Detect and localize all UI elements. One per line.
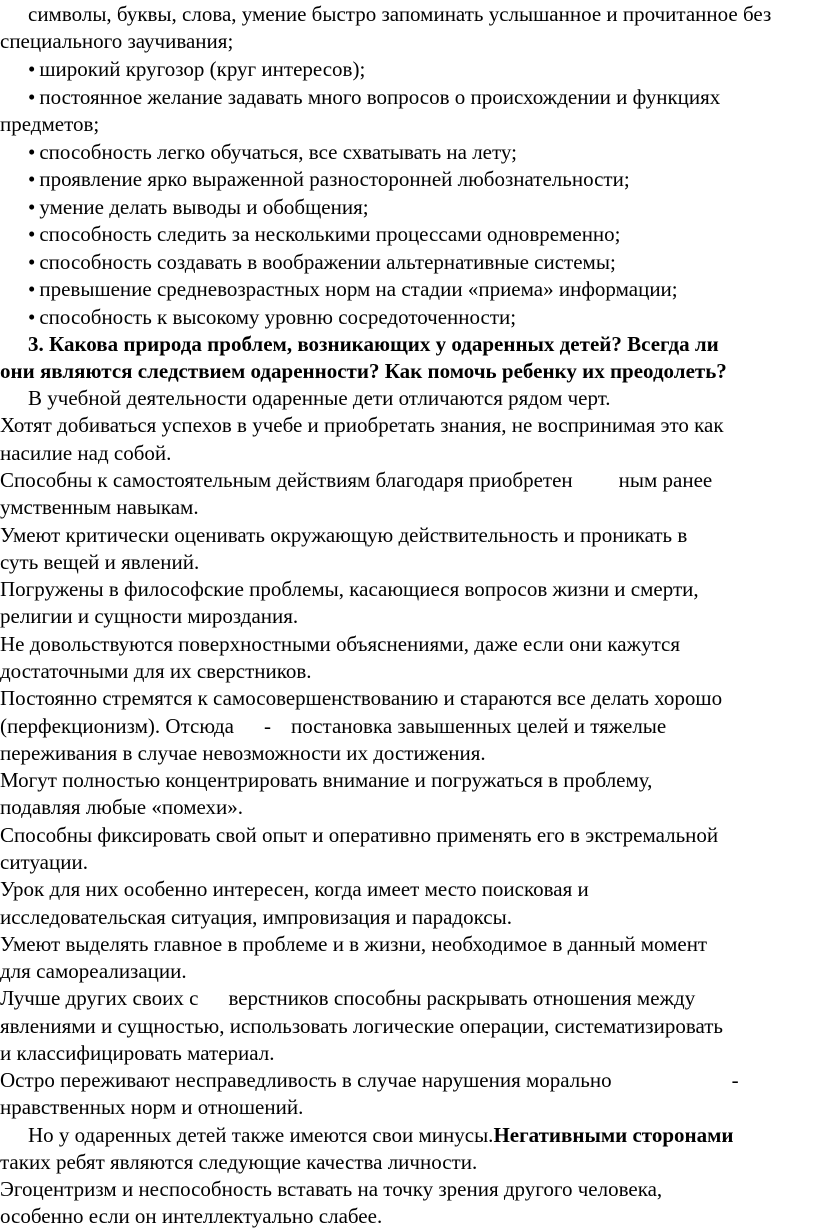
bullet-text: способность следить за несколькими процессами одновременно;: [39, 222, 621, 246]
bullet-marker: •: [28, 167, 36, 191]
text-line: подавляя любые «помехи».: [0, 795, 244, 819]
text-line: умственным навыкам.: [0, 495, 199, 519]
text-line: [28, 1122, 734, 1148]
bullet-text: постоянное желание задавать много вопросов о происхождении и функциях: [39, 85, 721, 109]
text-line: явлениями и сущностью, использовать логические операции, систематизировать: [0, 1014, 723, 1038]
text-line: В учебной деятельности одаренные дети отличаются рядом черт.: [28, 386, 611, 410]
text-line: насилие над собой.: [0, 441, 172, 465]
text-line: исследовательская ситуация, импровизация и парадоксы.: [0, 905, 512, 929]
text-line: Могут полностью концентрировать внимание и погружаться в проблему,: [0, 768, 653, 792]
text-line: [0, 713, 666, 739]
text-fragment: Остро переживают несправедливость в случае нарушения морально: [0, 1068, 612, 1092]
bullet-text: способность к высокому уровню сосредоточенности;: [39, 305, 517, 329]
text-fragment: верстников способны раскрывать отношения между: [228, 986, 696, 1010]
text-line: Эгоцентризм и неспособность вставать на точку зрения другого человека,: [0, 1177, 663, 1201]
text-fragment: Лучше других своих с: [0, 986, 199, 1010]
text-line: и классифицировать материал.: [0, 1041, 275, 1065]
text-line: Умеют критически оценивать окружающую действительность и проникать в: [0, 523, 688, 547]
bullet-item: [28, 221, 621, 247]
bullet-item: [28, 304, 516, 330]
bullet-item: [28, 194, 369, 220]
text-line: [0, 985, 695, 1011]
text-line: [0, 1067, 739, 1093]
bullet-text: способность создавать в воображении альтернативные системы;: [39, 250, 616, 274]
bullet-item: [28, 139, 517, 165]
text-line: символы, буквы, слова, умение быстро запоминать услышанное и прочитанное без: [28, 2, 772, 26]
bullet-marker: •: [28, 195, 36, 219]
text-line: Постоянно стремятся к самосовершенствованию и стараются все делать хорошо: [0, 686, 723, 710]
text-line: Умеют выделять главное в проблеме и в жизни, необходимое в данный момент: [0, 932, 708, 956]
text-fragment: ным ранее: [618, 468, 713, 492]
bullet-marker: •: [28, 140, 36, 164]
text-line: предметов;: [0, 112, 100, 136]
section-heading: они являются следствием одаренности? Как помочь ребенку их преодолеть?: [0, 359, 727, 383]
text-line: Не довольствуются поверхностными объяснениями, даже если они кажутся: [0, 632, 680, 656]
bullet-marker: •: [28, 305, 36, 329]
bullet-marker: •: [28, 85, 36, 109]
bullet-text: проявление ярко выраженной разносторонней любознательности;: [39, 167, 630, 191]
text-line: [0, 467, 712, 493]
text-line: Урок для них особенно интересен, когда имеет место поисковая и: [0, 877, 589, 901]
bold-fragment: Негативными сторонами: [493, 1123, 734, 1147]
bullet-text: превышение средневозрастных норм на стадии «приема» информации;: [39, 277, 678, 301]
text-line: нравственных норм и отношений.: [0, 1095, 304, 1119]
text-line: переживания в случае невозможности их достижения.: [0, 741, 486, 765]
text-line: для самореализации.: [0, 959, 187, 983]
text-fragment: Способны к самостоятельным действиям благодаря приобретен: [0, 468, 573, 492]
text-fragment: Но у одаренных детей также имеются свои минусы.: [28, 1123, 494, 1147]
text-line: религии и сущности мироздания.: [0, 604, 299, 628]
bullet-item: [28, 276, 678, 302]
bullet-text: широкий кругозор (круг интересов);: [39, 57, 366, 81]
text-line: особенно если он интеллектуально слабее.: [0, 1204, 383, 1228]
text-line: Способны фиксировать свой опыт и оперативно применять его в экстремальной: [0, 823, 719, 847]
dash: -: [263, 714, 271, 738]
bullet-marker: •: [28, 222, 36, 246]
bullet-item: [28, 166, 630, 192]
bullet-text: способность легко обучаться, все схватывать на лету;: [39, 140, 517, 164]
bullet-marker: •: [28, 250, 36, 274]
text-line: достаточными для их сверстников.: [0, 659, 312, 683]
text-line: суть вещей и явлений.: [0, 550, 200, 574]
text-line: таких ребят являются следующие качества личности.: [0, 1150, 478, 1174]
section-heading: 3. Какова природа проблем, возникающих у одаренных детей? Всегда ли: [28, 332, 719, 356]
text-line: специального заучивания;: [0, 29, 234, 53]
bullet-marker: •: [28, 277, 36, 301]
bullet-item: [28, 84, 720, 110]
text-line: ситуации.: [0, 850, 88, 874]
bullet-item: [28, 249, 616, 275]
bullet-text: умение делать выводы и обобщения;: [39, 195, 369, 219]
bullet-item: [28, 56, 365, 82]
dash: -: [731, 1068, 739, 1092]
text-fragment: постановка завышенных целей и тяжелые: [290, 714, 667, 738]
text-fragment: (перфекционизм). Отсюда: [0, 714, 234, 738]
text-line: Хотят добиваться успехов в учебе и приобретать знания, не воспринимая это как: [0, 413, 724, 437]
text-line: Погружены в философские проблемы, касающиеся вопросов жизни и смерти,: [0, 577, 699, 601]
bullet-marker: •: [28, 57, 36, 81]
